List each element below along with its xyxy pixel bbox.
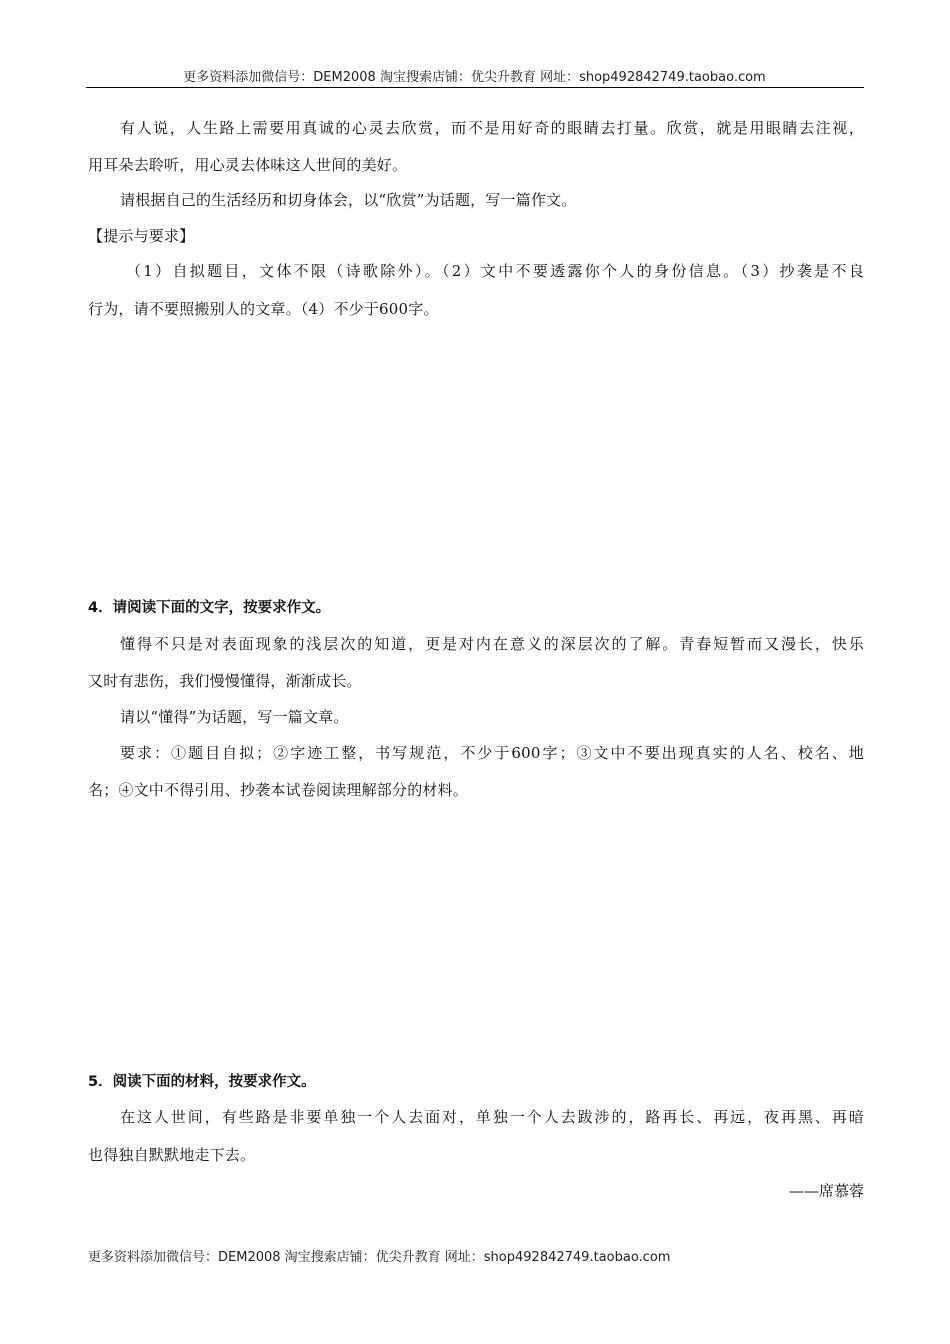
section4-heading: 4．请阅读下面的文字，按要求作文。	[88, 600, 331, 616]
section4-paragraph1-line1: 懂得不只是对表面现象的浅层次的知道，更是对内在意义的深层次的了解。青春短暂而又漫长，快乐	[120, 635, 864, 653]
section4-requirements-line1: 要求：①题目自拟；②字迹工整，书写规范，不少于600字；③文中不要出现真实的人名、校名、地	[120, 744, 864, 762]
section3-paragraph2: 请根据自己的生活经历和切身体会，以“欣赏”为话题，写一篇作文。	[120, 191, 577, 209]
page-header: 更多资料添加微信号：DEM2008 淘宝搜索店铺：优尖升教育 网址：shop492842749.taobao.com	[183, 70, 766, 85]
section3-paragraph1-line2: 用耳朵去聆听，用心灵去体味这人世间的美好。	[88, 156, 408, 174]
section5-paragraph1-line1: 在这人世间，有些路是非要单独一个人去面对，单独一个人去跋涉的，路再长、再远，夜再黑、再暗	[120, 1108, 864, 1126]
section3-paragraph1-line1: 有人说，人生路上需要用真诚的心灵去欣赏，而不是用好奇的眼睛去打量。欣赏，就是用眼睛去注视，	[120, 119, 864, 137]
section5-attribution: ——席慕蓉	[788, 1182, 864, 1200]
header-divider	[86, 87, 864, 88]
section4-paragraph1-line2: 又时有悲伤，我们慢慢懂得，渐渐成长。	[88, 672, 362, 690]
section5-paragraph1-line2: 也得独自默默地走下去。	[88, 1146, 256, 1164]
page-footer: 更多资料添加微信号：DEM2008 淘宝搜索店铺：优尖升教育 网址：shop492842749.taobao.com	[88, 1250, 671, 1265]
section4-requirements-line2: 名；④文中不得引用、抄袭本试卷阅读理解部分的材料。	[88, 781, 469, 799]
section3-tips-title: 【提示与要求】	[88, 227, 195, 245]
section3-tips-line1: （1）自拟题目，文体不限（诗歌除外）。（2）文中不要透露你个人的身份信息。（3）抄袭是不良	[126, 262, 864, 280]
section3-tips-line2: 行为，请不要照搬别人的文章。（4）不少于600字。	[88, 300, 439, 318]
section4-paragraph2: 请以“懂得”为话题，写一篇文章。	[120, 708, 349, 726]
section5-heading: 5．阅读下面的材料，按要求作文。	[88, 1074, 316, 1090]
